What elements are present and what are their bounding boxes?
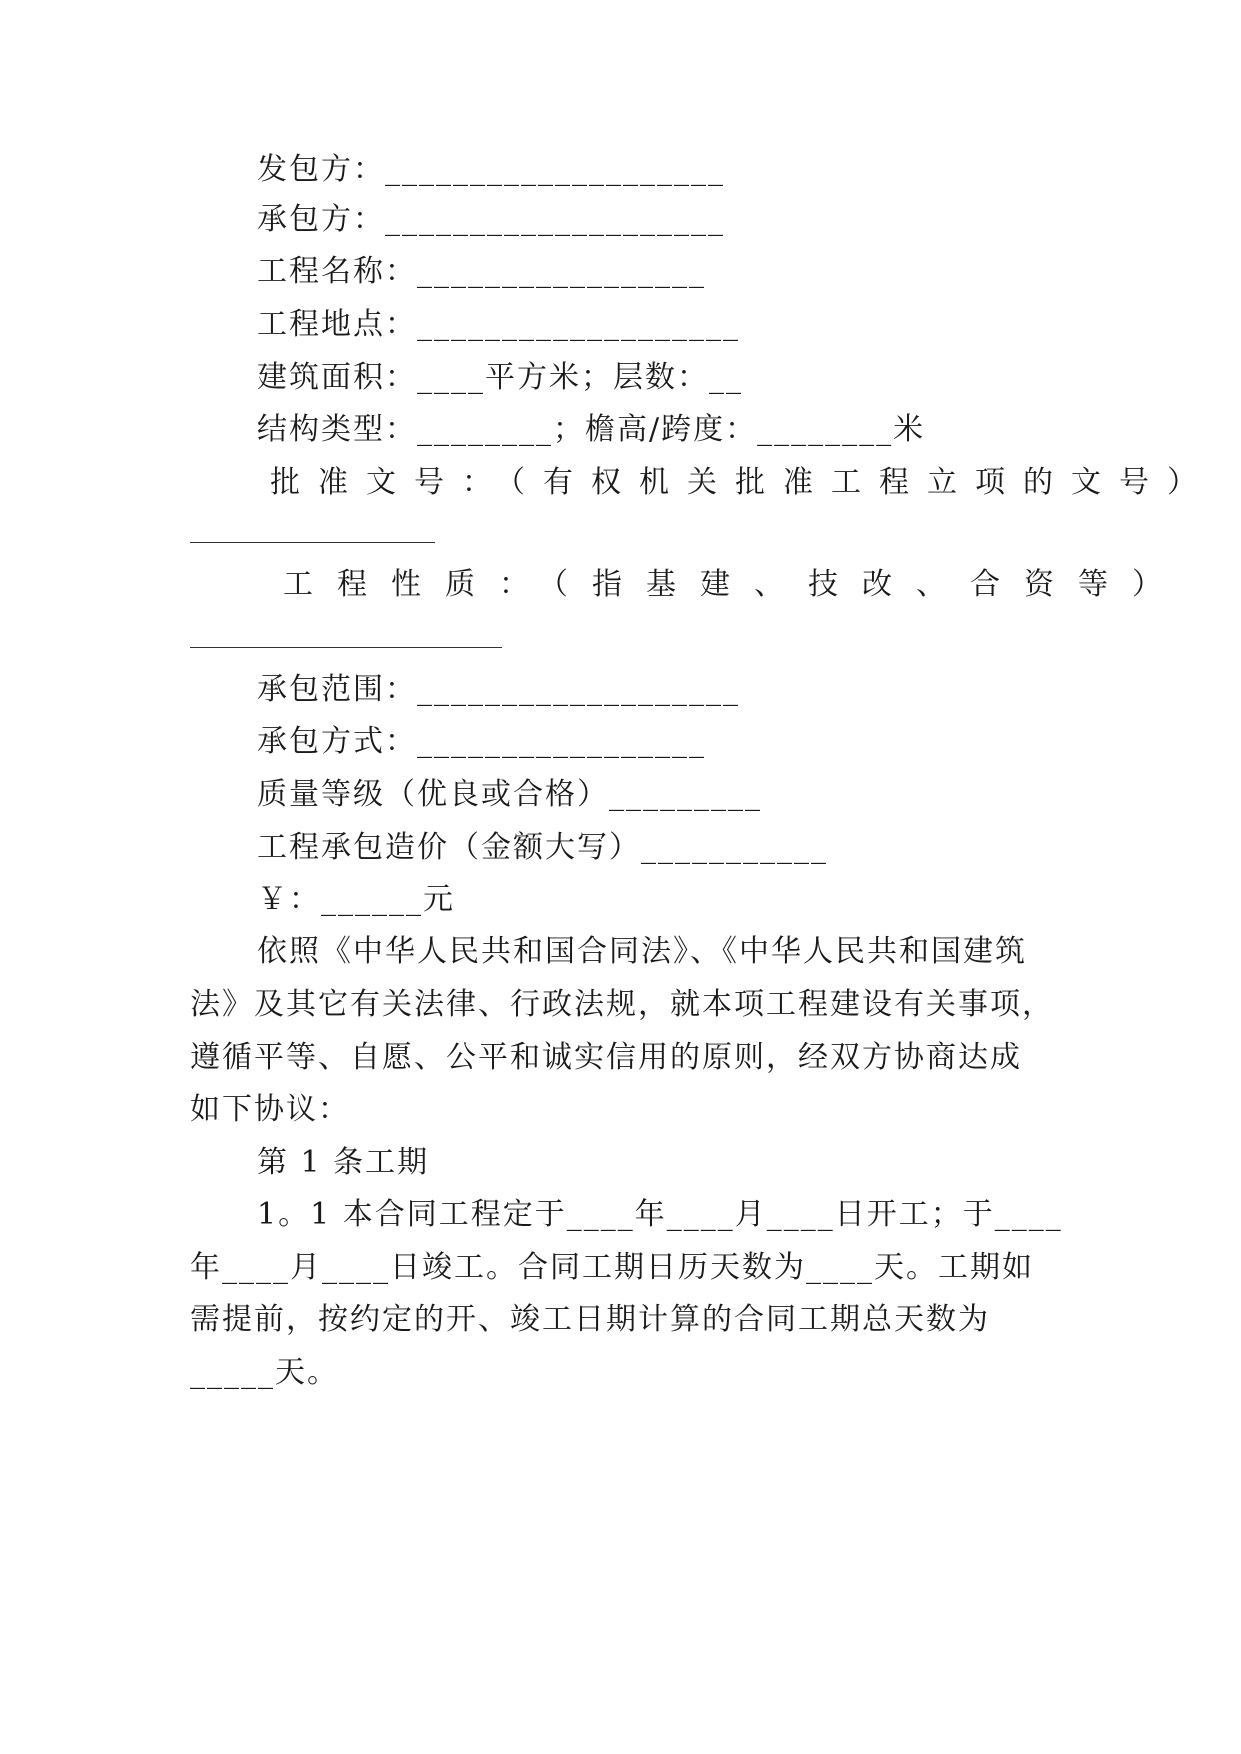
- structure-field: 结构类型：________；檐高/跨度：________米: [257, 412, 926, 447]
- employer-field: 发包方：____________________: [257, 152, 725, 187]
- project-nature-blank: [190, 647, 502, 648]
- preamble-line-3: 遵循平等、自愿、公平和诚实信用的原则，经双方协商达成: [190, 1040, 1022, 1075]
- method-field: 承包方式：_________________: [257, 724, 706, 759]
- preamble-line-1: 依照《中华人民共和国合同法》、《中华人民共和国建筑: [257, 934, 1027, 969]
- project-name-field: 工程名称：_________________: [257, 254, 706, 289]
- scope-field: 承包范围：___________________: [257, 672, 740, 707]
- quality-field: 质量等级（优良或合格）_________: [257, 777, 762, 812]
- approval-number-field: 批准文号：（有权机关批准工程立项的文号）: [270, 465, 1215, 500]
- article-1-line-4: _____天。: [190, 1355, 339, 1390]
- approval-number-blank: [190, 542, 435, 543]
- project-location-field: 工程地点：___________________: [257, 307, 740, 342]
- article-1-line-1: 1。1 本合同工程定于____年____月____日开工；于____: [257, 1197, 1063, 1232]
- preamble-line-4: 如下协议：: [190, 1092, 350, 1127]
- preamble-line-2: 法》及其它有关法律、行政法规，就本项工程建设有关事项，: [190, 987, 1054, 1022]
- article-1-title: 第 1 条工期: [257, 1145, 430, 1180]
- building-area-field: 建筑面积：____平方米；层数：__: [257, 360, 743, 395]
- article-1-line-2: 年____月____日竣工。合同工期日历天数为____天。工期如: [190, 1250, 1034, 1285]
- contractor-field: 承包方：____________________: [257, 202, 725, 237]
- project-nature-field: 工程性质：（指基建、技改、合资等）: [283, 567, 1186, 602]
- article-1-line-3: 需提前，按约定的开、竣工日期计算的合同工期总天数为: [190, 1302, 990, 1337]
- price-field: 工程承包造价（金额大写）___________: [257, 830, 828, 865]
- amount-field: ￥：______元: [257, 882, 455, 917]
